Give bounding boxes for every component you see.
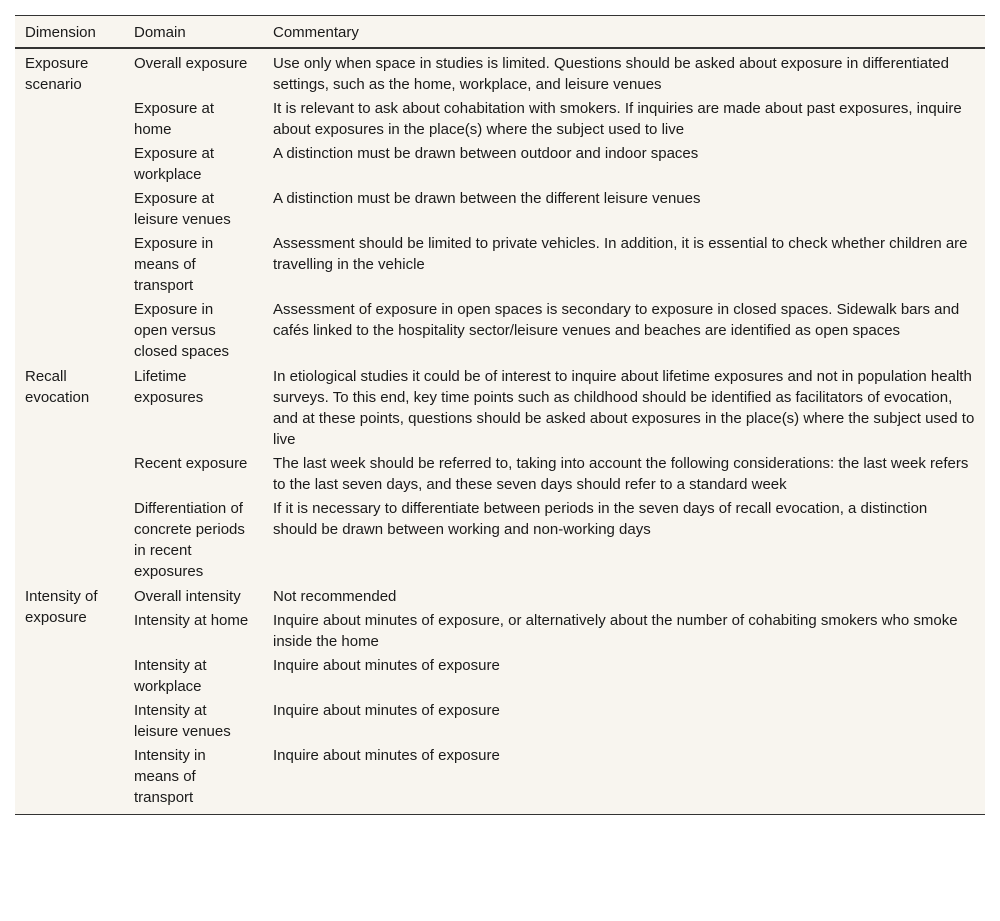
dimension-cell: Recall evocation bbox=[25, 368, 90, 406]
exposure-table-container bbox=[15, 15, 985, 815]
domain-cell: Exposure at leisure venues bbox=[134, 190, 231, 228]
table-row bbox=[15, 608, 985, 653]
domain-cell: Overall intensity bbox=[134, 588, 241, 605]
domain-cell: Exposure at home bbox=[134, 100, 215, 138]
table-row bbox=[15, 496, 985, 583]
table-row bbox=[15, 96, 985, 141]
table-row bbox=[15, 297, 985, 363]
domain-cell: Exposure in means of transport bbox=[134, 235, 214, 294]
commentary-cell: A distinction must be drawn between outdoor and indoor spaces bbox=[273, 145, 699, 162]
exposure-assessment-table bbox=[15, 15, 985, 815]
commentary-cell: Inquire about minutes of exposure bbox=[273, 702, 500, 719]
table-row bbox=[15, 141, 985, 186]
commentary-cell: Assessment of exposure in open spaces is secondary to exposure in closed spaces. Sidewalk bars and cafés linked to the hospitality sector/leisure venues and beaches are identified as open spaces bbox=[273, 301, 960, 339]
dimension-cell: Intensity of exposure bbox=[25, 588, 98, 626]
table-row bbox=[15, 186, 985, 231]
header-row bbox=[15, 16, 985, 49]
table-row bbox=[15, 48, 985, 96]
commentary-cell: Inquire about minutes of exposure bbox=[273, 657, 500, 674]
table-row bbox=[15, 451, 985, 496]
domain-cell: Intensity in means of transport bbox=[134, 747, 206, 806]
domain-cell: Overall exposure bbox=[134, 55, 248, 72]
table-header bbox=[15, 16, 985, 49]
table-row bbox=[15, 653, 985, 698]
domain-cell: Differentiation of concrete periods in recent exposures bbox=[134, 500, 245, 580]
domain-cell: Lifetime exposures bbox=[134, 368, 204, 406]
table-row bbox=[15, 363, 985, 451]
commentary-cell: The last week should be referred to, taking into account the following considerations: the last week refers to the last seven days, and these seven days should refer to a standard week bbox=[273, 455, 969, 493]
commentary-cell: Use only when space in studies is limited. Questions should be asked about exposure in differentiated settings, such as the home, workplace, and leisure venues bbox=[273, 55, 949, 93]
domain-cell: Exposure at workplace bbox=[134, 145, 215, 183]
commentary-cell: A distinction must be drawn between the different leisure venues bbox=[273, 190, 701, 207]
header-commentary: Commentary bbox=[273, 24, 359, 41]
header-dimension: Dimension bbox=[25, 24, 96, 41]
domain-cell: Intensity at leisure venues bbox=[134, 702, 231, 740]
domain-cell: Intensity at home bbox=[134, 612, 249, 629]
commentary-cell: In etiological studies it could be of interest to inquire about lifetime exposures and not in population health surveys. To this end, key time points such as childhood should be identified as facilitators of evocation, and at these points, questions should be asked about exposures in the place(s) where the subject used to live bbox=[273, 368, 975, 448]
table-row bbox=[15, 231, 985, 297]
table-row bbox=[15, 743, 985, 815]
commentary-cell: It is relevant to ask about cohabitation with smokers. If inquiries are made about past exposures, inquire about exposures in the place(s) where the subject used to live bbox=[273, 100, 962, 138]
table-row bbox=[15, 698, 985, 743]
commentary-cell: Assessment should be limited to private vehicles. In addition, it is essential to check whether children are travelling in the vehicle bbox=[273, 235, 968, 273]
dimension-cell: Exposure scenario bbox=[25, 55, 89, 93]
domain-cell: Intensity at workplace bbox=[134, 657, 207, 695]
commentary-cell: If it is necessary to differentiate between periods in the seven days of recall evocation, a distinction should be drawn between working and non-working days bbox=[273, 500, 928, 538]
commentary-cell: Not recommended bbox=[273, 588, 397, 605]
table-row bbox=[15, 583, 985, 608]
domain-cell: Exposure in open versus closed spaces bbox=[134, 301, 230, 360]
commentary-cell: Inquire about minutes of exposure, or alternatively about the number of cohabiting smokers who smoke inside the home bbox=[273, 612, 958, 650]
commentary-cell: Inquire about minutes of exposure bbox=[273, 747, 500, 764]
header-domain: Domain bbox=[134, 24, 186, 41]
domain-cell: Recent exposure bbox=[134, 455, 248, 472]
table-body bbox=[15, 48, 985, 815]
